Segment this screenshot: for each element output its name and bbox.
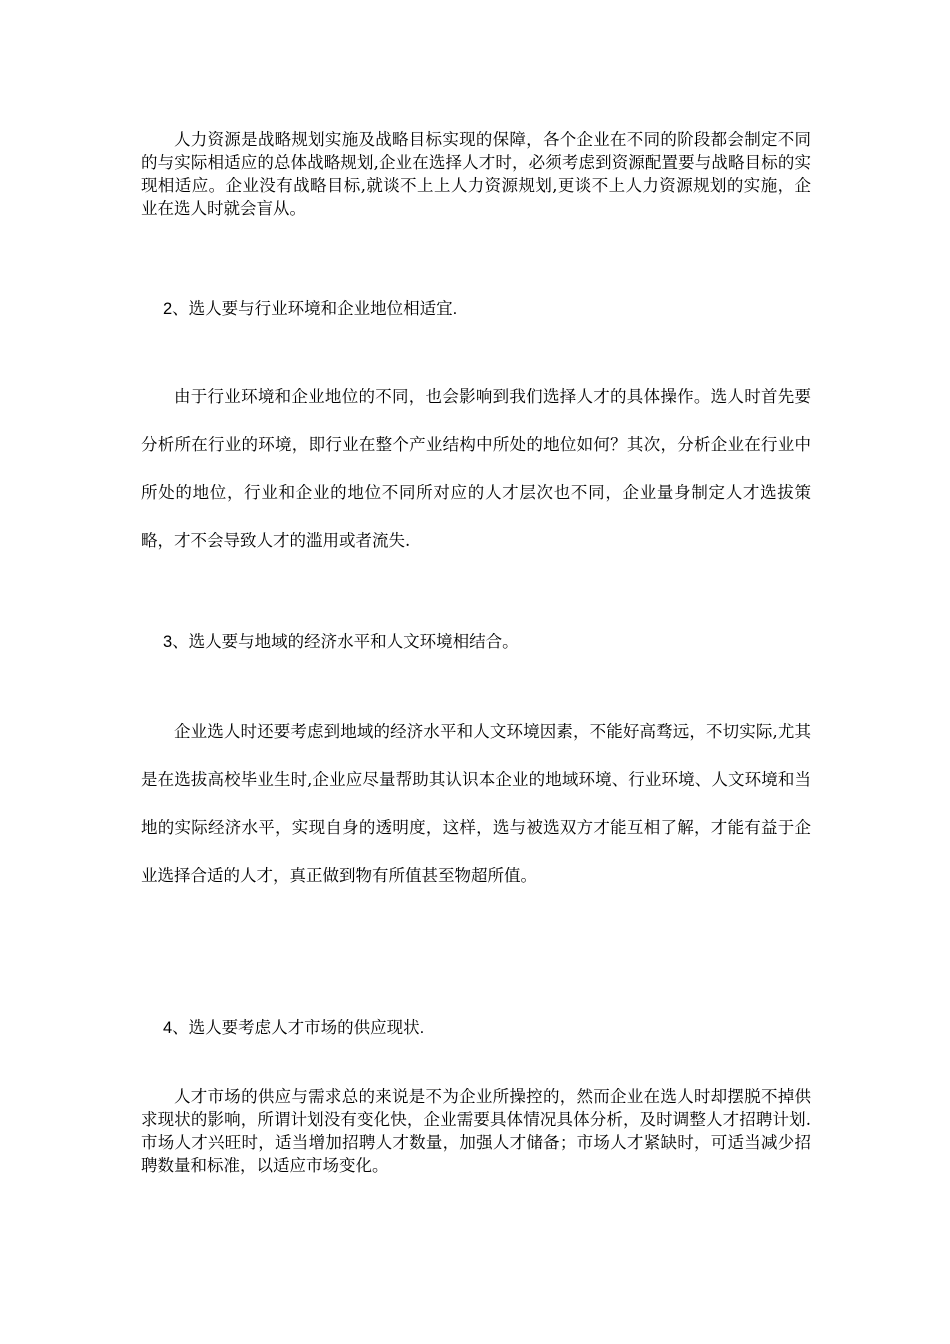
heading-industry-environment: 2、选人要与行业环境和企业地位相适宜. (163, 300, 458, 318)
paragraph-regional-economy: 企业选人时还要考虑到地域的经济水平和人文环境因素，不能好高骛远，不切实际,尤其是在选拔高校毕业生时,企业应尽量帮助其认识本企业的地域环境、行业环境、人文环境和当地的实际经济水平，实现自身的透明度，这样，选与被选双方才能互相了解，才能有益于企业选择合适的人才，真正做到物有所值甚至物超所值。 (141, 722, 811, 885)
heading-talent-market: 4、选人要考虑人才市场的供应现状. (163, 1019, 425, 1037)
paragraph-talent-market: 人才市场的供应与需求总的来说是不为企业所操控的，然而企业在选人时却摆脱不掉供求现状的影响，所谓计划没有变化快，企业需要具体情况具体分析，及时调整人才招聘计划.市场人才兴旺时，适当增加招聘人才数量，加强人才储备；市场人才紧缺时，可适当减少招聘数量和标准，以适应市场变化。 (141, 1087, 811, 1175)
paragraph-industry-environment: 由于行业环境和企业地位的不同，也会影响到我们选择人才的具体操作。选人时首先要分析所在行业的环境，即行业在整个产业结构中所处的地位如何？其次，分析企业在行业中所处的地位，行业和企业的地位不同所对应的人才层次也不同，企业量身制定人才选拔策略，才不会导致人才的滥用或者流失. (141, 387, 811, 550)
heading-regional-economy: 3、选人要与地域的经济水平和人文环境相结合。 (163, 633, 519, 651)
paragraph-strategy: 人力资源是战略规划实施及战略目标实现的保障，各个企业在不同的阶段都会制定不同的与实际相适应的总体战略规划,企业在选择人才时，必须考虑到资源配置要与战略目标的实现相适应。企业没有战略目标,就谈不上上人力资源规划,更谈不上人力资源规划的实施，企业在选人时就会盲从。 (141, 130, 811, 218)
